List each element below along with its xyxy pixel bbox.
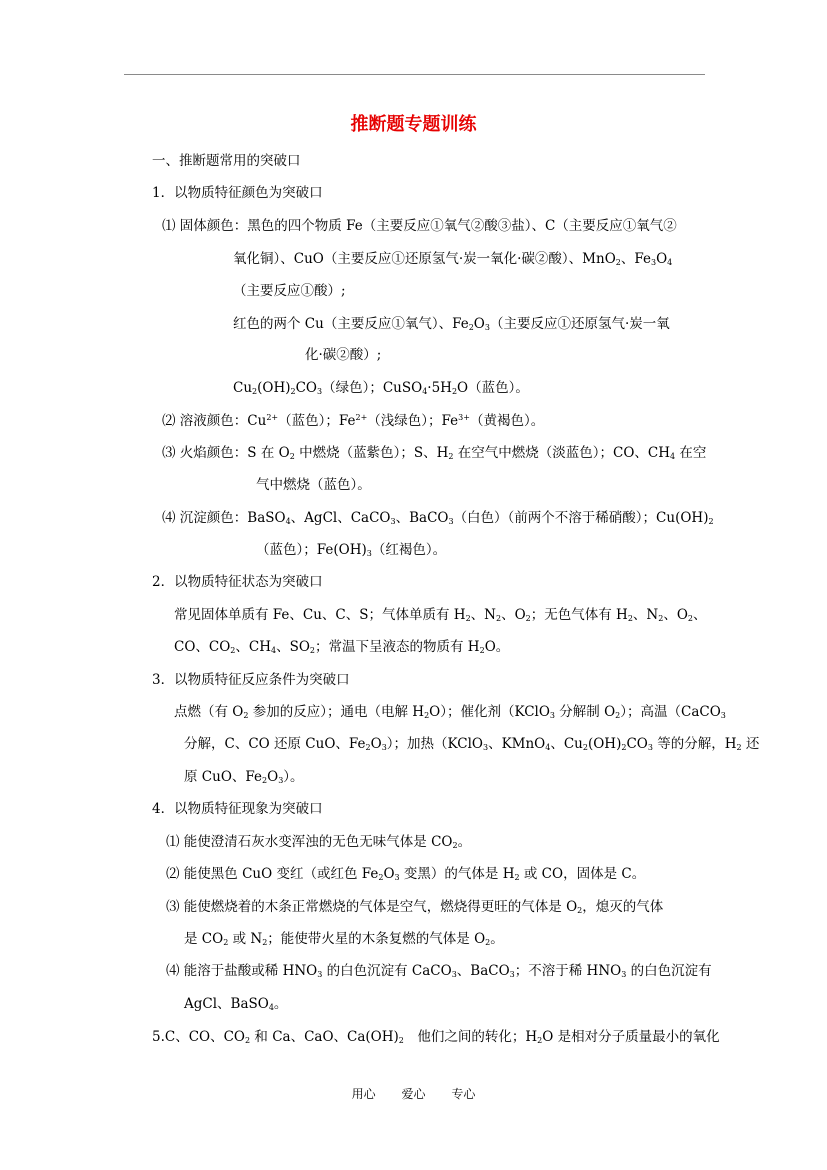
text-line: AgCl、BaSO$_4$。 [184,996,288,1012]
footer-text: 爱心 [401,1087,426,1101]
text-line: 原 CuO、$Fe_2O_3$）。 [184,769,304,785]
text-line: 常见固体单质有 Fe、Cu、C、S；气体单质有 $H_2$、$N_2$、$O_2$；无色气体有 $H_2$、$N_2$、$O_2$、 [174,607,707,623]
text-line: $Cu_2(OH)_2CO_3$（绿色）；$CuSO_4\cdot 5H_2O$（蓝色）。 [233,380,529,396]
footer-text: 专心 [451,1087,476,1101]
text-line: 5.C、CO、$CO_2$ 和 Ca、CaO、$Ca(OH)_2$ 他们之间的转化；$H_2O$ 是相对分子质量最小的氧化 [152,1029,720,1045]
subsection-heading: 4．以物质特征现象为突破口 [152,801,323,817]
text-line: 化·碳②酸）; [305,347,382,363]
text-line: 是 $CO_2$ 或 $N_2$；能使带火星的木条复燃的气体是 $O_2$。 [184,931,504,947]
text-line: 红色的两个 Cu（主要反应①氧气）、$Fe_2O_3$（主要反应①还原氢气·炭一氧 [233,316,670,332]
text-line: 氧化铜）、CuO（主要反应①还原氢气·炭一氧化·碳②酸）、MnO$_2$、$Fe_3O_4$ [233,251,673,267]
text-line: ⑵ 溶液颜色：$Cu^{2+}$（蓝色）；$Fe^{2+}$（浅绿色）；$Fe^{3+}$（黄褐色）。 [162,413,545,429]
subsection-heading: 2．以物质特征状态为突破口 [152,574,323,590]
text-line: ⑷ 沉淀颜色：BaSO$_4$、AgCl、CaCO$_3$、BaCO$_3$（白色）（前两个不溶于稀硝酸）；$Cu(OH)_2$ [162,510,714,526]
text-line: ⑶ 能使燃烧着的木条正常燃烧的气体是空气，燃烧得更旺的气体是 $O_2$，熄灭的气体 [166,899,664,915]
text-line: ⑶ 火焰颜色：S 在 $O_2$ 中燃烧（蓝紫色）；S、$H_2$ 在空气中燃烧（淡蓝色）；CO、$CH_4$ 在空 [162,445,707,461]
text-line: ⑴ 固体颜色：黑色的四个物质 Fe（主要反应①氧气②酸③盐）、C（主要反应①氧气② [162,218,677,234]
text-line: CO、$CO_2$、$CH_4$、$SO_2$；常温下呈液态的物质有 $H_2O$。 [174,639,510,655]
footer-text: 用心 [351,1087,376,1101]
text-line: ⑵ 能使黑色 CuO 变红（或红色 $Fe_2O_3$ 变黑）的气体是 $H_2$ 或 CO，固体是 C。 [166,866,646,882]
text-line: 点燃（有 $O_2$ 参加的反应）；通电（电解 $H_2O$）；催化剂（KClO$_3$ 分解制 $O_2$）；高温（CaCO$_3$ [174,704,726,720]
header-rule [124,74,705,75]
text-line: （蓝色）；$Fe(OH)_3$（红褐色）。 [256,542,447,558]
page-title: 推断题专题训练 [350,114,477,135]
subsection-heading: 1．以物质特征颜色为突破口 [152,185,323,201]
text-line: （主要反应①酸）; [233,283,346,299]
text-line: ⑴ 能使澄清石灰水变浑浊的无色无味气体是 $CO_2$。 [166,834,472,850]
subsection-heading: 3．以物质特征反应条件为突破口 [152,672,350,688]
page-footer [0,1085,827,1102]
text-line: ⑷ 能溶于盐酸或稀 $HNO_3$ 的白色沉淀有 CaCO$_3$、BaCO$_3$；不溶于稀 $HNO_3$ 的白色沉淀有 [166,963,712,979]
section-heading: 一、推断题常用的突破口 [152,153,301,169]
text-line: 气中燃烧（蓝色）。 [256,477,371,493]
text-line: 分解，C、CO 还原 CuO、$Fe_2O_3$）；加热（KClO$_3$、KMnO$_4$、$Cu_2(OH)_2CO_3$ 等的分解，$H_2$ 还 [184,736,760,752]
